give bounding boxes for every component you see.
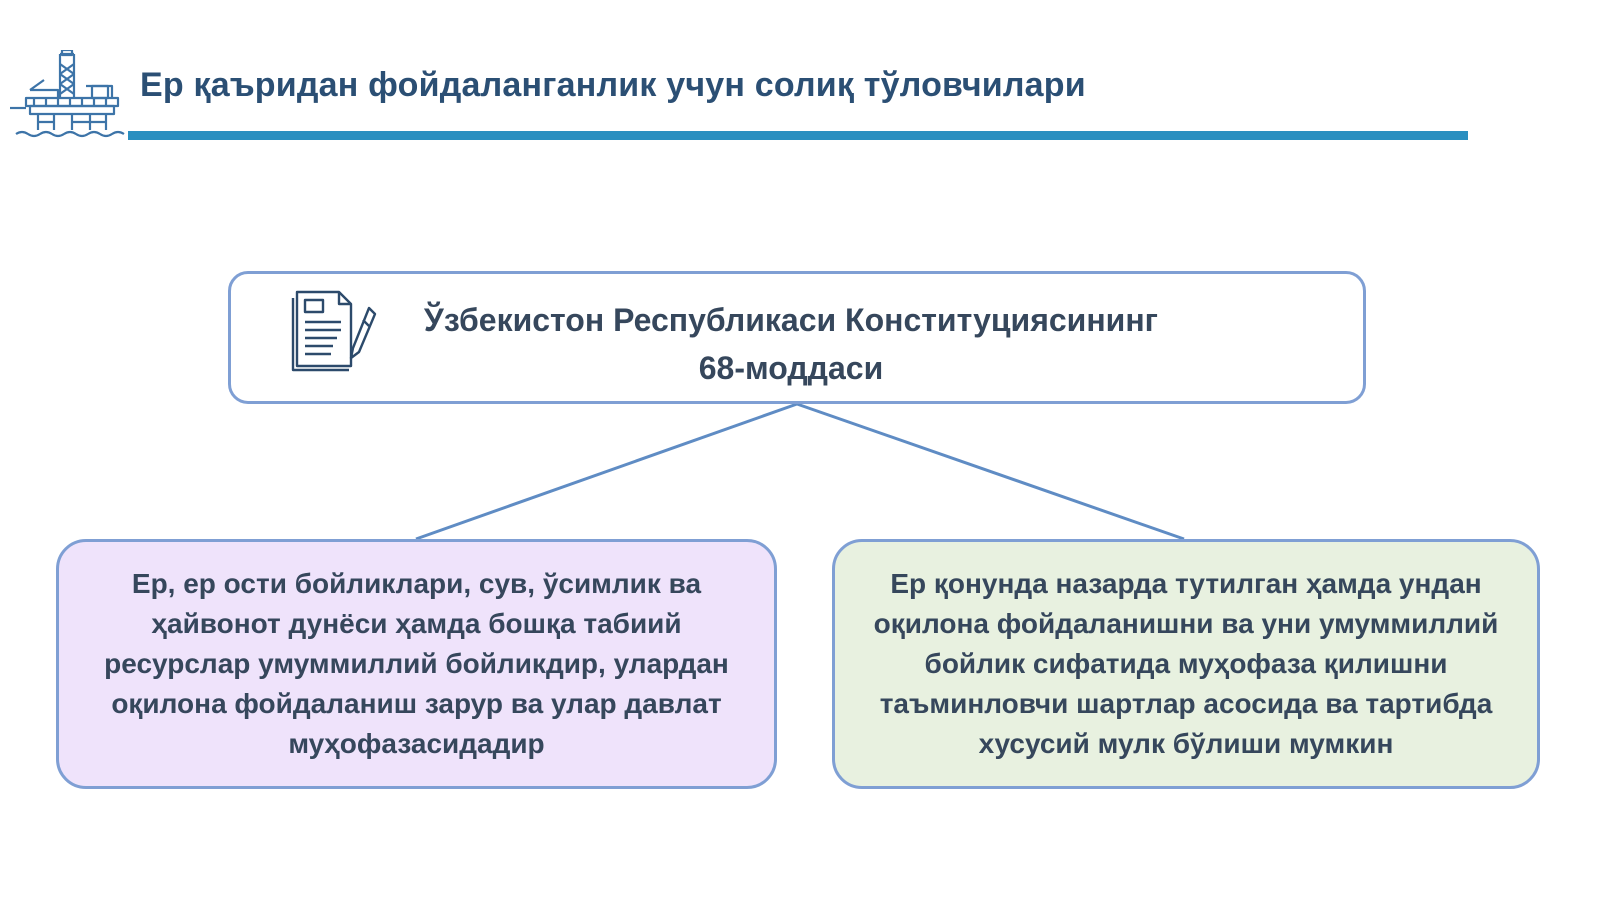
- connector-left: [416, 404, 797, 539]
- document-pen-icon: [287, 286, 377, 376]
- constitution-article-node: [228, 271, 1366, 404]
- private-land-ownership-node: [832, 539, 1540, 789]
- constitution-article-label: Ўзбекистон Республикаси Конституциясининг 68-моддаси: [423, 302, 1158, 386]
- natural-resources-text: Ер, ер ости бойликлари, сув, ўсимлик ва ҳайвонот дунёси ҳамда бошқа табиий ресурслар умуммиллий бойликдир, улардан оқилона фойдаланиш зарур ва улар давлат муҳофазасидадир: [104, 568, 729, 759]
- private-land-ownership-text: Ер қонунда назарда тутилган ҳамда ундан оқилона фойдаланишни ва уни умуммиллий бойлик сифатида муҳофаза қилишни таъминловчи шартлар асосида ва тартибда хусусий мулк бўлиши мумкин: [873, 568, 1499, 759]
- natural-resources-node: [56, 539, 777, 789]
- connector-right: [797, 404, 1184, 539]
- page-title: Ер қаъридан фойдаланганлик учун солиқ тўловчилари: [140, 66, 1086, 104]
